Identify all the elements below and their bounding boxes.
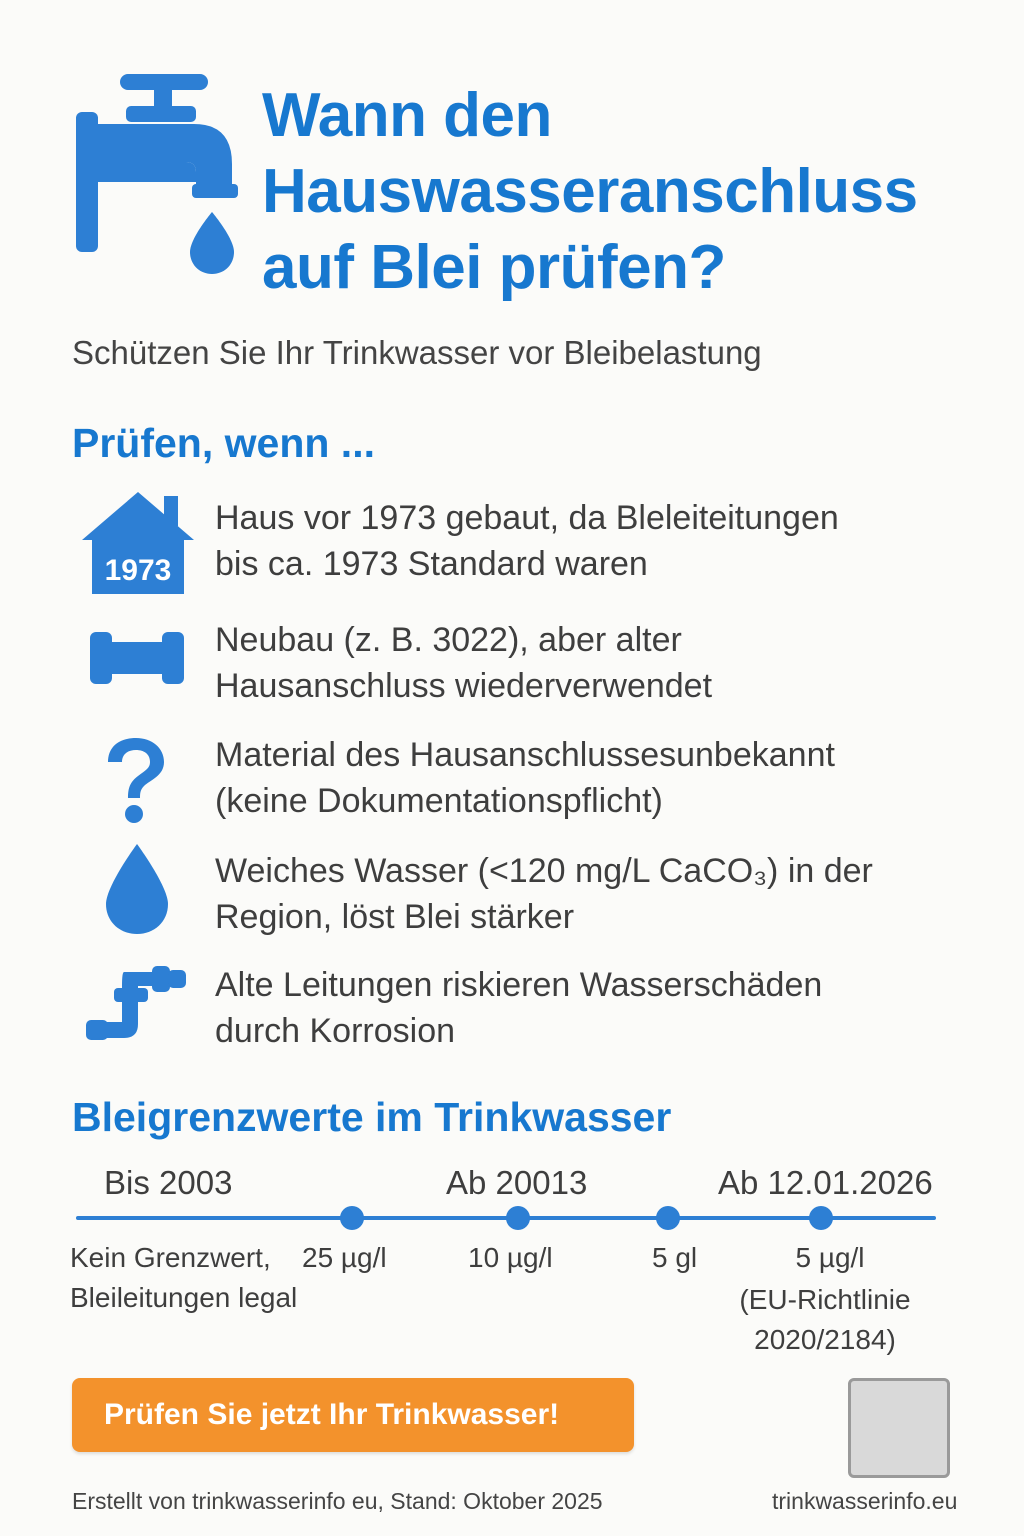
- limit-5-b: 5 µg/l: [795, 1242, 865, 1273]
- check-item-1-line-1: Haus vor 1973 gebaut, da Bleleiteitungen: [215, 499, 839, 537]
- check-item-5-line-1: Alte Leitungen riskieren Wasserschäden: [215, 966, 823, 1004]
- house-icon: [80, 490, 198, 598]
- check-item-3: [215, 732, 835, 824]
- timeline-date-2: Ab 20013: [446, 1164, 588, 1201]
- check-item-3-line-2: (keine Dokumentationspflicht): [215, 782, 663, 820]
- page-title-line-1: Wann den: [262, 81, 552, 150]
- limits-heading: Bleigrenzwerte im Trinkwasser: [72, 1094, 672, 1140]
- check-item-2: [215, 617, 712, 709]
- limit-25: 25 µg/l: [302, 1242, 387, 1273]
- house-year-label: 1973: [104, 554, 172, 587]
- page-title-line-2: Hauswasseranschluss: [262, 157, 918, 226]
- check-item-1-line-2: bis ca. 1973 Standard waren: [215, 545, 648, 583]
- limit-eu-line-2: 2020/2184): [754, 1324, 896, 1355]
- pipe-elbow-icon: [84, 964, 188, 1044]
- footer-site-link[interactable]: trinkwasserinfo.eu: [772, 1488, 958, 1514]
- check-heading: Prüfen, wenn ...: [72, 420, 375, 466]
- check-item-2-line-1: Neubau (z. B. 3022), aber alter: [215, 621, 682, 659]
- check-item-4: [215, 848, 873, 940]
- subtitle: Schützen Sie Ihr Trinkwasser vor Bleibelastung: [72, 334, 762, 371]
- timeline-marker-1: [340, 1206, 364, 1230]
- question-mark-icon: [100, 734, 172, 824]
- check-item-4-line-2: Region, löst Blei stärker: [215, 898, 575, 936]
- timeline-date-1: Bis 2003: [104, 1164, 233, 1201]
- check-water-button[interactable]: Prüfen Sie jetzt Ihr Trinkwasser!: [72, 1378, 634, 1452]
- limit-none-line-2: Bleileitungen legal: [70, 1282, 298, 1313]
- footer-credit: Erstellt von trinkwasserinfo eu, Stand: Oktober 2025: [72, 1488, 603, 1514]
- limit-5-a: 5 gl: [652, 1242, 698, 1273]
- check-item-2-line-2: Hausanschluss wiederverwendet: [215, 667, 713, 705]
- check-item-5-line-2: durch Korrosion: [215, 1012, 456, 1050]
- page-title-line-3: auf Blei prüfen?: [262, 233, 726, 302]
- water-drop-icon: [104, 842, 170, 936]
- check-item-5: [215, 962, 822, 1054]
- check-item-1: [215, 495, 839, 587]
- timeline-marker-4: [809, 1206, 833, 1230]
- timeline-marker-2: [506, 1206, 530, 1230]
- limit-none-line-1: Kein Grenzwert,: [70, 1242, 271, 1273]
- check-item-3-line-1: Material des Hausanschlussesunbekannt: [215, 736, 835, 774]
- timeline: [74, 1200, 940, 1241]
- limit-eu-line-1: (EU-Richtlinie: [739, 1284, 911, 1315]
- check-item-4-line-1: Weiches Wasser (<120 mg/L CaCO₃) in der: [215, 852, 873, 890]
- qr-code: [848, 1378, 950, 1478]
- water-tap-icon: [74, 72, 244, 277]
- limit-10: 10 µg/l: [468, 1242, 553, 1273]
- timeline-marker-3: [656, 1206, 680, 1230]
- timeline-date-3: Ab 12.01.2026: [718, 1164, 933, 1201]
- pipe-icon: [88, 628, 186, 688]
